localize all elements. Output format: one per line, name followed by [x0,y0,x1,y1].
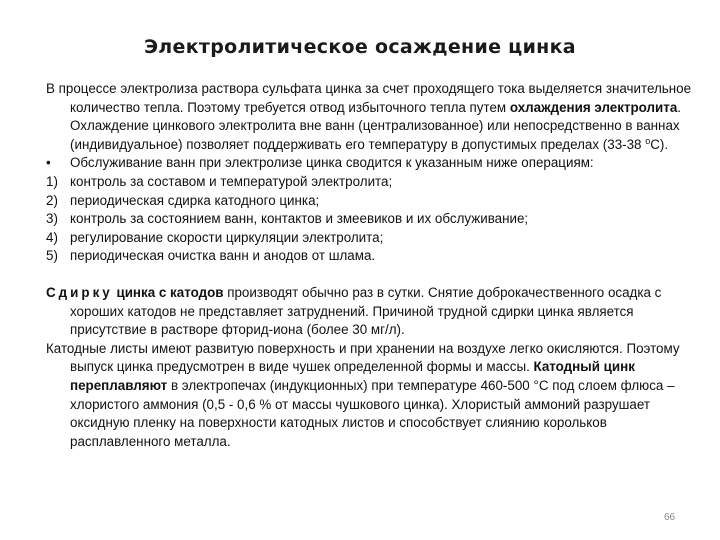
list-item [46,229,696,248]
paragraph-cooling [46,80,696,154]
spacer [46,266,696,284]
spaced-term: Сдирку [46,284,113,300]
paragraph-text: С). [650,136,669,152]
list-item-text: Обслуживание ванн при электролизе цинка сводится к указанным ниже операциям: [70,155,594,171]
bold-term: Катодный цинк переплавляют [70,359,635,393]
paragraph-text: В процессе электролиза раствора сульфата цинка за счет проходящего тока выделяется значительное количество тепла. Поэтому требуется отвод избыточного тепла путем [46,81,692,115]
page-title: Электролитическое осаждение цинка [144,36,576,58]
list-marker: • [46,155,51,171]
paragraph-text: . Охлаждение цинкового электролита вне ванн (централизованное) или непосредственно в ваннах (индивидуальное) позволяет поддерживать его температуру в допустимых пределах (33-38 [70,99,682,152]
list-item [46,154,696,173]
list-item-text: периодическая сдирка катодного цинка; [70,192,320,208]
list-item [46,192,696,211]
list-item [46,210,696,229]
list-marker: 3) [46,211,58,227]
list-marker: 4) [46,229,58,245]
bold-term: цинка с катодов [116,284,224,300]
list-item-text: периодическая очистка ванн и анодов от шлама. [70,248,376,264]
degree-mark: о [645,135,651,146]
page-number: 66 [664,512,676,523]
list-marker: 2) [46,192,58,208]
operations-list [46,154,696,266]
slide-body [46,80,696,451]
paragraph-text: Катодные листы имеют развитую поверхность и при хранении на воздухе легко окисляются. Поэтому выпуск цинка предусмотрен в виде чушек определенной формы и массы. [46,340,680,375]
list-item-text: контроль за состоянием ванн, контактов и змеевиков и их обслуживание; [70,211,529,227]
paragraph-stripping [46,284,696,340]
list-item-text: контроль за составом и температурой электролита; [70,173,393,189]
list-marker: 1) [46,173,58,189]
paragraph-text: производят обычно раз в сутки. Снятие доброкачественного осадка с хороших катодов не представляет затруднений. Причиной трудной сдирки цинка является присутствие в растворе фторид-иона (более 30 мг/л). [70,284,662,338]
list-item [46,173,696,192]
paragraph-text: в электропечах (индукционных) при температуре 460-500 °С под слоем флюса – хлористого аммония (0,5 - 0,6 % от массы чушкового цинка). Хлористый аммоний разрушает оксидную пленку на поверхности катодных листов и способствует слиянию корольков расплавленного металла. [70,377,675,449]
list-item [46,247,696,266]
paragraph-remelting [46,340,696,452]
bold-term: охлаждения электролита [509,99,678,115]
list-marker: 5) [46,248,58,264]
list-item-text: регулирование скорости циркуляции электролита; [70,229,384,245]
